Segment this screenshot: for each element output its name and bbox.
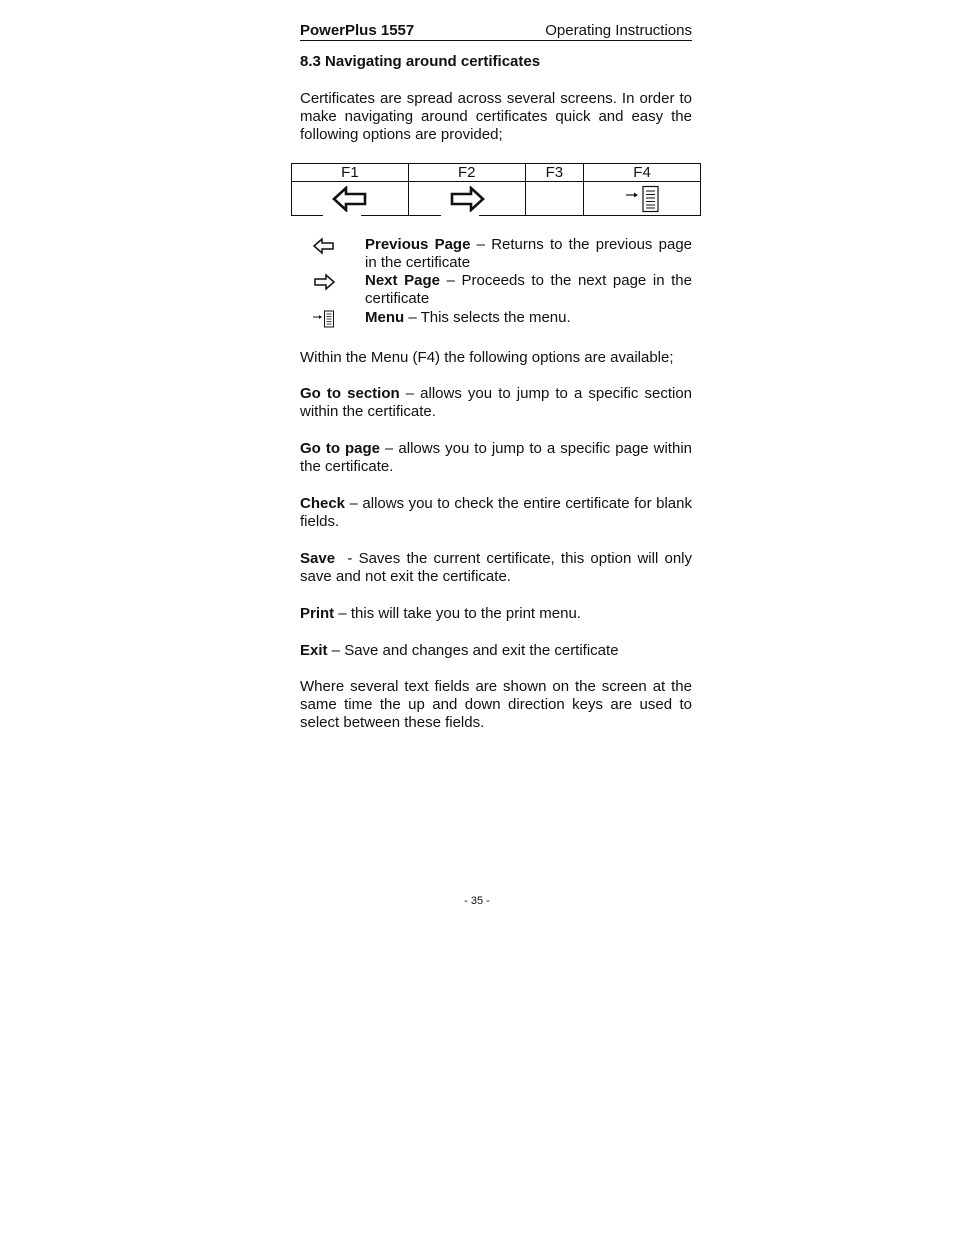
option-term: Print xyxy=(300,605,335,622)
arrow-left-icon xyxy=(332,186,368,212)
option-desc: – allows you to jump to a specific section within the certificate. xyxy=(300,385,693,420)
page-number: - 35 - xyxy=(464,895,490,907)
legend-term: Menu xyxy=(365,309,405,326)
option-desc: – this will take you to the print menu. xyxy=(334,605,581,622)
option-desc: – Save and changes and exit the certificate xyxy=(327,642,619,659)
legend-desc: – This selects the menu. xyxy=(404,309,571,326)
legend-desc: – Returns to the previous page in the certificate xyxy=(365,236,693,271)
product-name: PowerPlus 1557 xyxy=(300,22,415,39)
option-term: Go to page xyxy=(300,440,381,457)
arrow-right-icon xyxy=(449,186,485,212)
option-term: Save xyxy=(300,550,336,567)
fkey-cell-f3 xyxy=(525,182,583,216)
cell-notch xyxy=(441,214,479,216)
legend-term: Next Page xyxy=(365,272,440,289)
function-key-table xyxy=(291,163,701,216)
fkey-label-f4: F4 xyxy=(584,164,701,182)
cell-notch xyxy=(323,214,361,216)
closing-paragraph: Where several text fields are shown on the screen at the same time the up and down direction keys are used to select between these fields. xyxy=(300,678,692,731)
option-desc: - Saves the current certificate, this option will only save and not exit the certificate. xyxy=(300,550,697,585)
fkey-label-f3: F3 xyxy=(525,164,583,182)
legend-text-menu xyxy=(365,309,692,327)
menu-intro-paragraph: Within the Menu (F4) the following options are available; xyxy=(300,349,674,366)
document-name: Operating Instructions xyxy=(545,22,692,39)
legend-term: Previous Page xyxy=(365,236,471,253)
arrow-right-icon xyxy=(312,273,336,291)
page-header xyxy=(300,22,692,41)
arrow-left-icon xyxy=(312,237,336,255)
option-go-to-page xyxy=(300,440,692,476)
legend-text-previous xyxy=(365,236,692,272)
option-check xyxy=(300,495,692,531)
fkey-label-f1: F1 xyxy=(292,164,409,182)
option-desc: – allows you to jump to a specific page within the certificate. xyxy=(300,440,692,475)
option-print xyxy=(300,605,692,623)
fkey-label-f2: F2 xyxy=(408,164,525,182)
menu-icon xyxy=(312,310,336,328)
menu-icon xyxy=(624,185,660,213)
option-term: Go to section xyxy=(300,385,400,402)
option-desc: – allows you to check the entire certificate for blank fields. xyxy=(300,495,692,530)
option-exit xyxy=(300,642,692,660)
section-title: 8.3 Navigating around certificates xyxy=(300,53,541,70)
intro-paragraph: Certificates are spread across several screens. In order to make navigating around certificates quick and easy the following options are provided; xyxy=(300,90,692,143)
fkey-cell-f2 xyxy=(408,182,525,216)
option-term: Exit xyxy=(300,642,328,659)
option-save xyxy=(300,550,697,586)
legend-text-next xyxy=(365,272,692,308)
fkey-cell-f1 xyxy=(292,182,409,216)
legend-desc: – Proceeds to the next page in the certificate xyxy=(365,272,692,307)
fkey-cell-f4 xyxy=(584,182,701,216)
option-term: Check xyxy=(300,495,346,512)
option-go-to-section xyxy=(300,385,692,421)
